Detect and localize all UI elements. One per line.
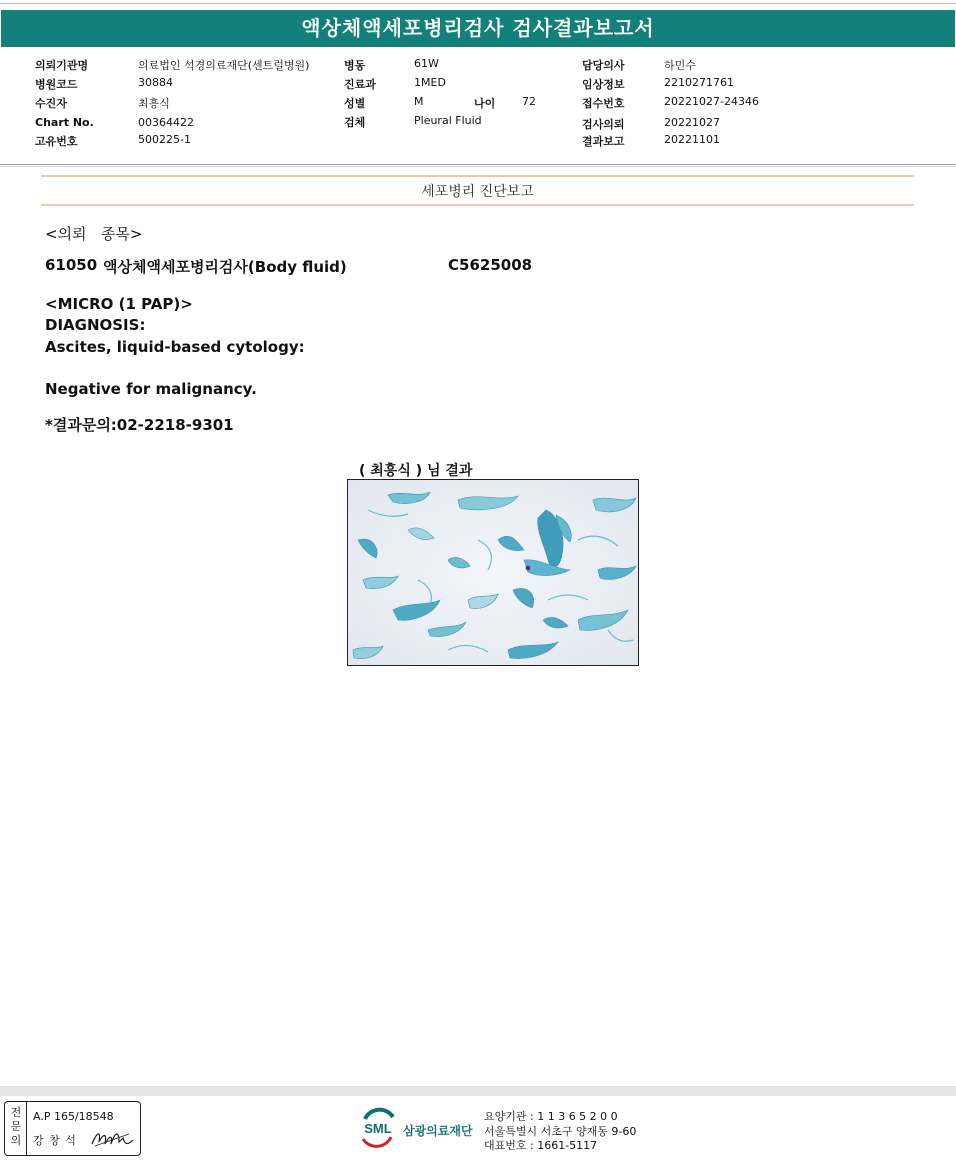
value-requesting-org: 의료법인 석경의료재단(센트럴병원) (138, 59, 310, 72)
section-rule-bottom (41, 204, 914, 206)
section-title: 세포병리 진단보고 (421, 184, 534, 200)
value-request-date: 20221027 (664, 116, 720, 129)
label-age: 나이 (474, 97, 496, 110)
image-caption-text: ( 최흥식 ) 님 결과 (359, 463, 473, 479)
diagnosis-label: DIAGNOSIS: (45, 316, 146, 334)
label-hospital-code: 병원코드 (35, 78, 78, 91)
stamp-divider (26, 1102, 27, 1155)
value-sex: M (414, 95, 424, 108)
label-chart-no: Chart No. (35, 116, 94, 129)
value-age: 72 (522, 95, 536, 108)
value-patient: 최흥식 (138, 97, 170, 110)
label-request-date: 검사의뢰 (582, 118, 625, 131)
stamp-vertical-label: 전 문 의 (10, 1106, 22, 1147)
contact-line: *결과문의:02-2218-9301 (45, 416, 234, 434)
test-code: 61050 (45, 256, 98, 274)
request-heading: <의뢰 종목> (45, 225, 143, 243)
label-unique-no: 고유번호 (35, 135, 78, 148)
value-ward: 61W (414, 57, 439, 70)
physician-signature (89, 1126, 135, 1150)
physician-name: 강 창 석 (33, 1134, 77, 1147)
label-report-date: 결과보고 (582, 135, 625, 148)
label-receipt-no: 접수번호 (582, 97, 625, 110)
label-physician: 담당의사 (582, 59, 625, 72)
header-divider (0, 164, 956, 165)
diagnosis-result: Negative for malignancy. (45, 380, 257, 398)
label-requesting-org: 의뢰기관명 (35, 59, 89, 72)
image-caption (347, 460, 637, 480)
value-department: 1MED (414, 76, 446, 89)
micro-label: <MICRO (1 PAP)> (45, 295, 193, 313)
logo-text: SML (364, 1121, 392, 1136)
cytology-micrograph (348, 480, 638, 665)
value-chart-no: 00364422 (138, 116, 194, 129)
label-clinical-info: 임상정보 (582, 78, 625, 91)
label-department: 진료과 (344, 78, 376, 91)
label-sex: 성별 (344, 97, 366, 110)
top-rule (0, 3, 956, 4)
org-phone: 대표번호 : 1661-5117 (484, 1139, 598, 1152)
value-receipt-no: 20221027-24346 (664, 95, 759, 108)
cytology-image (347, 479, 639, 666)
label-ward: 병동 (344, 59, 366, 72)
sml-logo (357, 1107, 399, 1149)
test-id: C5625008 (448, 256, 533, 274)
value-report-date: 20221101 (664, 133, 720, 146)
institution-code: 요양기관 : 1 1 3 6 5 2 0 0 (484, 1110, 618, 1123)
label-patient: 수진자 (35, 97, 67, 110)
physician-id: A.P 165/18548 (33, 1110, 114, 1123)
org-name: 삼광의료재단 (403, 1124, 473, 1138)
org-address: 서울특별시 서초구 양재동 9-60 (484, 1125, 637, 1138)
value-clinical-info: 2210271761 (664, 76, 734, 89)
test-name: 액상체액세포병리검사(Body fluid) (103, 258, 347, 276)
physician-stamp (4, 1101, 141, 1156)
value-unique-no: 500225-1 (138, 133, 191, 146)
header-divider-secondary (0, 166, 956, 167)
value-hospital-code: 30884 (138, 76, 173, 89)
label-specimen: 검체 (344, 116, 366, 129)
specimen-line: Ascites, liquid-based cytology: (45, 338, 305, 356)
footer-band (0, 1086, 956, 1096)
value-physician: 하민수 (664, 59, 696, 72)
report-title: 액상체액세포병리검사 검사결과보고서 (1, 10, 955, 47)
section-rule-top (41, 175, 914, 177)
value-specimen: Pleural Fluid (414, 114, 482, 127)
